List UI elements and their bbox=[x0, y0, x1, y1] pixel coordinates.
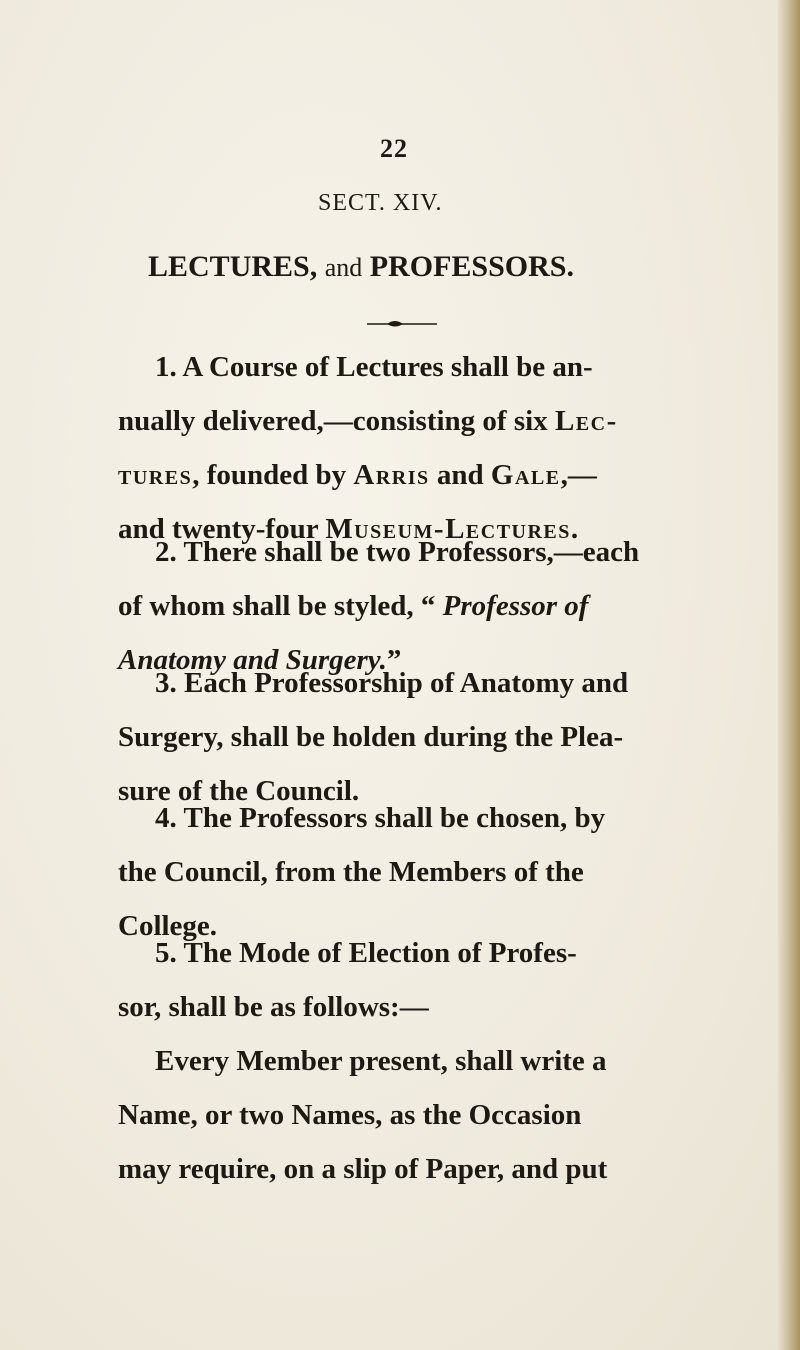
p1-line-1: 1. A Course of Lectures shall be an- bbox=[155, 351, 593, 383]
p2-line-2 bbox=[118, 579, 698, 633]
p4-line-2: the Council, from the Members of the bbox=[118, 856, 584, 888]
p1-line-3 bbox=[118, 448, 698, 502]
heading-and: and bbox=[324, 253, 363, 282]
p1-line-3-smallcaps: tures bbox=[118, 459, 193, 491]
p2-line-1: 2. There shall be two Professors,—each bbox=[155, 536, 640, 568]
p1-line-2-smallcaps: Lec- bbox=[554, 405, 618, 437]
page-number: 22 bbox=[380, 134, 408, 163]
p1-line-4-text: and twenty-four bbox=[118, 513, 326, 545]
p2-line-2-text: of whom shall be styled, “ bbox=[118, 590, 443, 622]
p5-line-3: Every Member present, shall write a bbox=[155, 1045, 607, 1077]
p2-line-3-italic: Anatomy and Surgery. bbox=[118, 644, 387, 676]
p5-line-5: may require, on a slip of Paper, and put bbox=[118, 1153, 608, 1185]
heading-professors: PROFESSORS. bbox=[369, 250, 574, 283]
p1-line-2-text: nually delivered,—consisting of six bbox=[118, 405, 555, 437]
section-heading bbox=[148, 250, 668, 284]
p1-line-3-and: and bbox=[429, 459, 491, 491]
p5-line-4: Name, or two Names, as the Occasion bbox=[118, 1099, 582, 1131]
p4-line-3: College. bbox=[118, 910, 218, 942]
paragraph-1 bbox=[118, 340, 698, 556]
p2-line-2-italic: Professor of bbox=[442, 590, 589, 622]
p3-line-2: Surgery, shall be holden during the Plea- bbox=[118, 721, 624, 753]
p1-line-2 bbox=[118, 394, 698, 448]
ornament-rule bbox=[365, 317, 439, 331]
p1-line-3-text: , founded by bbox=[192, 459, 354, 491]
p1-arris: Arris bbox=[353, 459, 430, 491]
p5-line-2: sor, shall be as follows:— bbox=[118, 991, 429, 1023]
heading-lectures: LECTURES, bbox=[148, 250, 318, 283]
section-number: SECT. XIV. bbox=[318, 190, 443, 216]
p1-line-3-end: ,— bbox=[560, 459, 597, 491]
paragraph-5 bbox=[118, 926, 698, 1196]
p3-line-3: sure of the Council. bbox=[118, 775, 360, 807]
p4-line-1: 4. The Professors shall be chosen, by bbox=[155, 802, 606, 834]
p1-museum-lectures: Museum-Lectures bbox=[325, 513, 571, 545]
p1-gale: Gale bbox=[490, 459, 561, 491]
p3-line-1: 3. Each Professorship of Anatomy and bbox=[155, 667, 629, 699]
p2-line-3-quote: ” bbox=[386, 644, 402, 676]
p5-line-1: 5. The Mode of Election of Profes- bbox=[155, 937, 577, 969]
page-edge bbox=[778, 0, 800, 1350]
p1-line-4-end: . bbox=[570, 513, 579, 545]
